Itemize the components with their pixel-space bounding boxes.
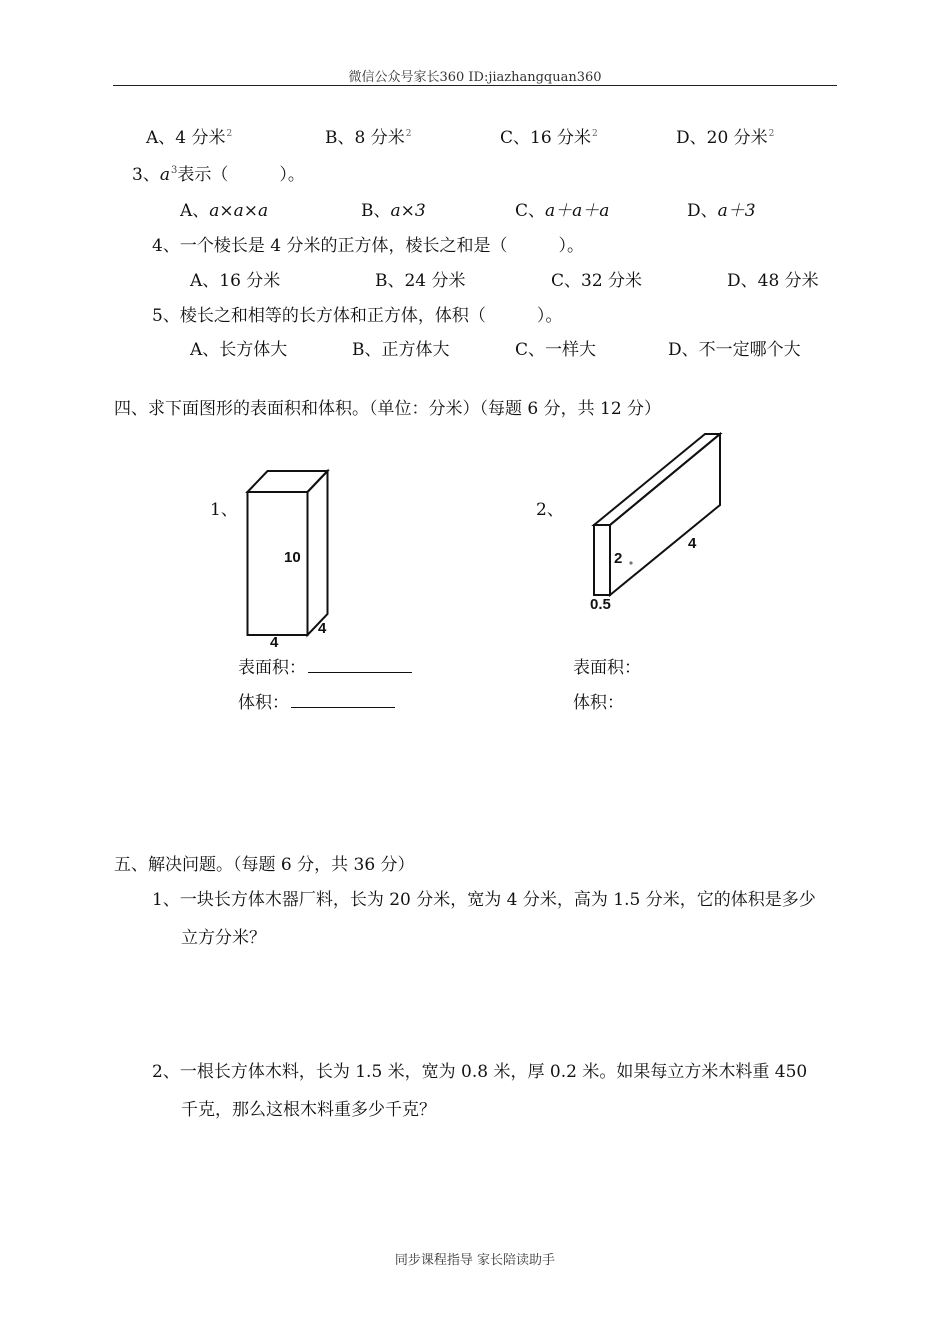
q5-option-b: B、正方体大 — [352, 340, 450, 360]
figure1-width-label: 4 — [318, 620, 327, 637]
figure2-length-label: 4 — [688, 535, 697, 552]
q2-option-a: A、4 分米$^2$ — [146, 128, 233, 148]
figure1-side-face — [308, 471, 328, 635]
figure2-height-label: 2 — [614, 550, 623, 567]
figure2-width-label: 0.5 — [590, 596, 611, 613]
figure1-surface-area: 表面积： — [238, 653, 412, 678]
q4-question: 4、一个棱长是 4 分米的正方体，棱长之和是（ ）。 — [152, 236, 584, 256]
q2-option-b: B、8 分米$^2$ — [325, 128, 412, 148]
q5-option-c: C、一样大 — [515, 340, 597, 360]
page-footer: 同步课程指导 家长陪读助手 — [394, 1253, 556, 1268]
q2-option-d: D、20 分米$^2$ — [676, 128, 775, 148]
figure1-volume: 体积： — [238, 688, 395, 713]
section4-title: 四、求下面图形的表面积和体积。（单位：分米）（每题 6 分，共 12 分） — [114, 399, 662, 419]
q4-option-d: D、48 分米 — [727, 271, 819, 291]
q2-option-c: C、16 分米$^2$ — [500, 128, 598, 148]
problem1-line2: 立方分米？ — [181, 928, 266, 948]
q3-option-c: C、a＋a＋a — [515, 201, 610, 221]
q5-question: 5、棱长之和相等的长方体和正方体，体积（ ）。 — [152, 306, 563, 326]
figure2-volume: 体积： — [573, 693, 624, 713]
figure2-dot — [629, 561, 632, 564]
problem2-line2: 千克，那么这根木料重多少千克？ — [181, 1100, 436, 1120]
figure2-side-face — [610, 434, 720, 595]
page-header: 微信公众号家长360 ID:jiazhangquan360 — [348, 70, 602, 85]
figure1-number: 1、 — [210, 500, 238, 520]
figure2-top-face — [594, 434, 720, 525]
figure2-number: 2、 — [536, 500, 564, 520]
section5-title: 五、解决问题。（每题 6 分，共 36 分） — [114, 855, 415, 875]
figure2-cuboid — [585, 425, 730, 600]
q3-question: 3、$a^3$表示（ ）。 — [132, 165, 305, 185]
q4-option-b: B、24 分米 — [375, 271, 466, 291]
figure1-height-label: 10 — [284, 549, 301, 566]
figure1-volume-blank[interactable] — [291, 693, 395, 708]
header-rule — [113, 85, 837, 86]
figure2-front-face — [594, 525, 610, 595]
q3-option-d: D、a＋3 — [687, 201, 756, 221]
q5-option-a: A、长方体大 — [190, 340, 288, 360]
q4-option-c: C、32 分米 — [551, 271, 643, 291]
q4-option-a: A、16 分米 — [190, 271, 281, 291]
figure1-surface-blank[interactable] — [308, 658, 412, 673]
q5-option-d: D、不一定哪个大 — [668, 340, 801, 360]
q3-option-b: B、a×3 — [361, 201, 426, 221]
figure2-surface-area: 表面积： — [573, 658, 641, 678]
q3-option-a: A、a×a×a — [180, 201, 269, 221]
problem1-line1: 1、一块长方体木器厂料，长为 20 分米，宽为 4 分米，高为 1.5 分米，它的体积是多少 — [152, 890, 816, 910]
problem2-line1: 2、一根长方体木料，长为 1.5 米，宽为 0.8 米，厚 0.2 米。如果每立方米木料重 450 — [152, 1062, 808, 1082]
figure1-length-label: 4 — [270, 634, 279, 651]
figure1-top-face — [248, 471, 328, 492]
